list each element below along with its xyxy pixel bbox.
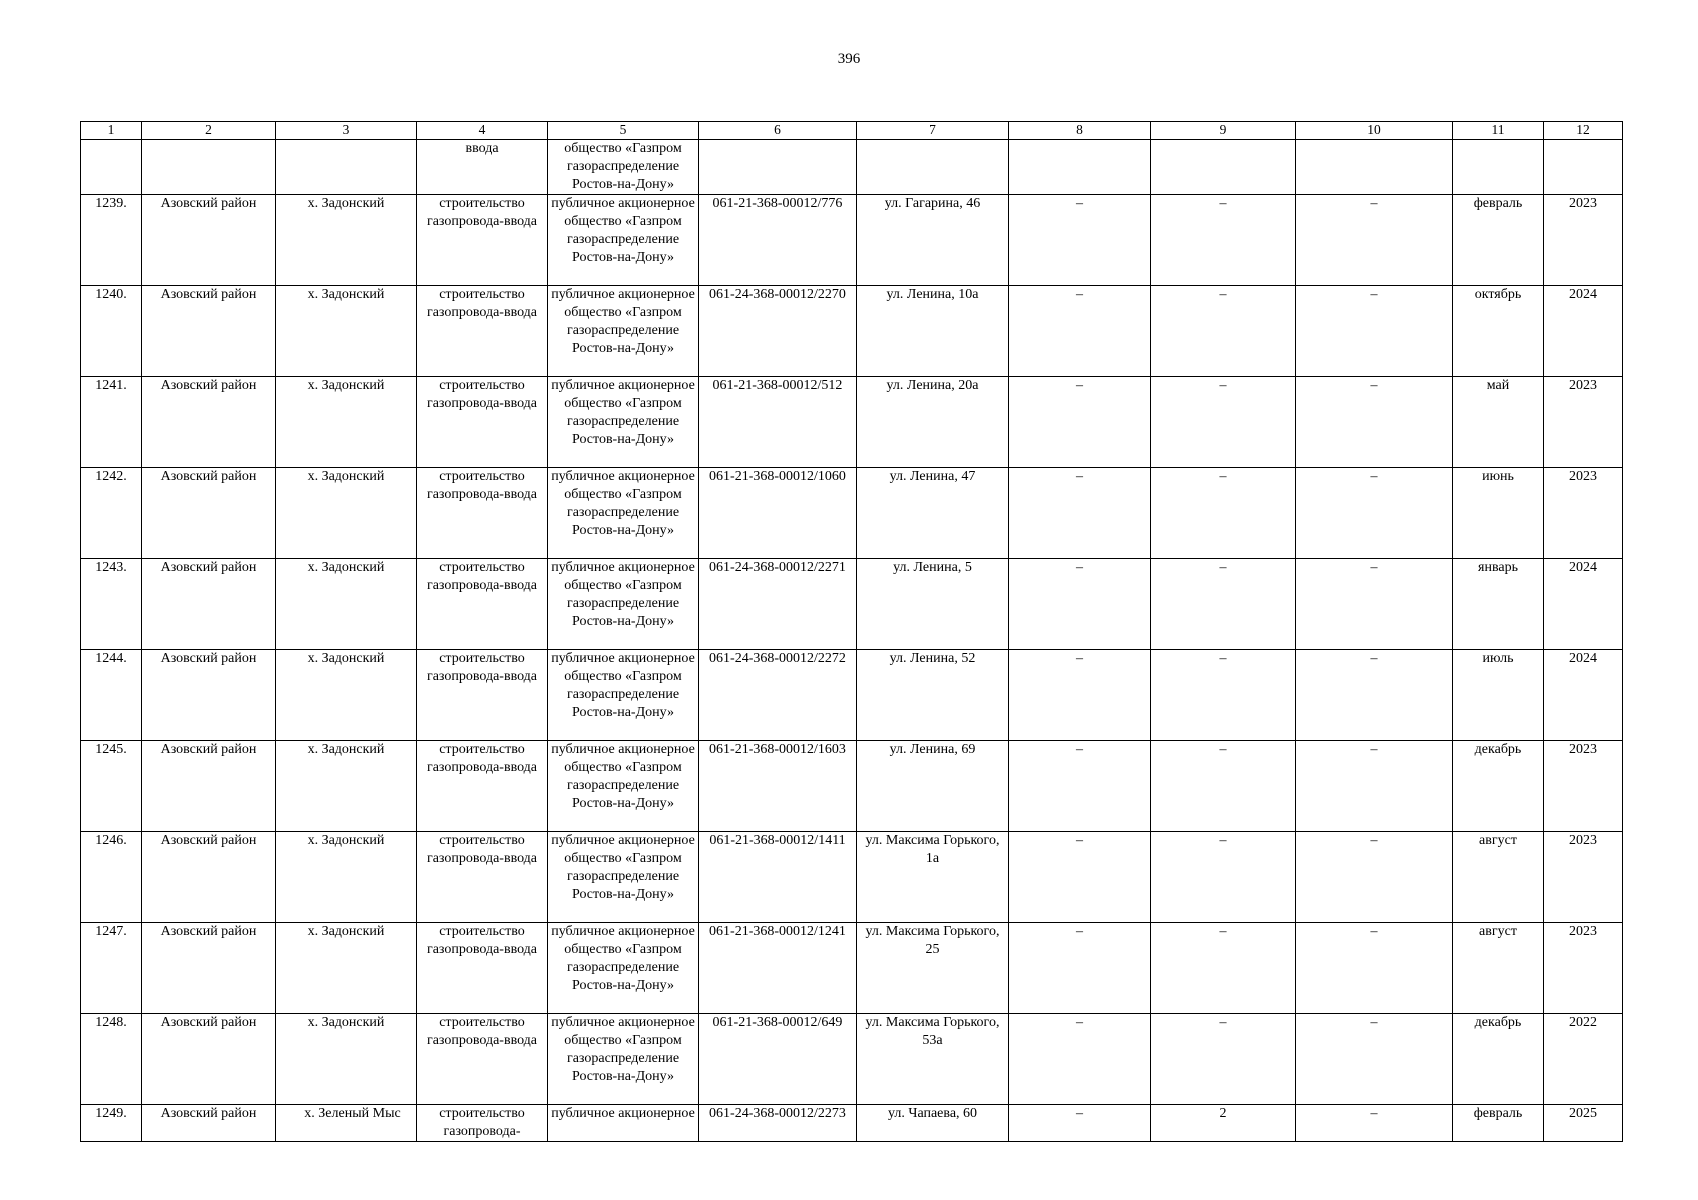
year-cell: 2024 bbox=[1544, 559, 1623, 650]
month-cell: август bbox=[1453, 832, 1544, 923]
code-cell: 061-21-368-00012/1411 bbox=[699, 832, 857, 923]
locality-cell: х. Задонский bbox=[276, 195, 417, 286]
year-cell: 2023 bbox=[1544, 468, 1623, 559]
column-header: 2 bbox=[142, 122, 276, 140]
year-cell: 2023 bbox=[1544, 377, 1623, 468]
district-cell: Азовский район bbox=[142, 832, 276, 923]
year-cell: 2024 bbox=[1544, 286, 1623, 377]
column-8-cell: – bbox=[1009, 559, 1151, 650]
table-row bbox=[81, 377, 1623, 468]
locality-cell: х. Задонский bbox=[276, 468, 417, 559]
year-cell: 2023 bbox=[1544, 195, 1623, 286]
column-9-cell: – bbox=[1151, 923, 1296, 1014]
address-cell: ул. Максима Горького, 1а bbox=[857, 832, 1009, 923]
data-table bbox=[80, 121, 1623, 1142]
column-10-cell: – bbox=[1296, 286, 1453, 377]
district-cell: Азовский район bbox=[142, 559, 276, 650]
table-cell bbox=[1296, 140, 1453, 195]
column-8-cell: – bbox=[1009, 468, 1151, 559]
column-8-cell: – bbox=[1009, 1105, 1151, 1142]
table-cell bbox=[699, 140, 857, 195]
locality-cell: х. Задонский bbox=[276, 650, 417, 741]
month-cell: январь bbox=[1453, 559, 1544, 650]
table-cell bbox=[1544, 140, 1623, 195]
locality-cell: х. Задонский bbox=[276, 286, 417, 377]
month-cell: май bbox=[1453, 377, 1544, 468]
column-header: 7 bbox=[857, 122, 1009, 140]
year-cell: 2022 bbox=[1544, 1014, 1623, 1105]
address-cell: ул. Ленина, 10а bbox=[857, 286, 1009, 377]
district-cell: Азовский район bbox=[142, 741, 276, 832]
table-cell bbox=[1151, 140, 1296, 195]
table-row bbox=[81, 195, 1623, 286]
address-cell: ул. Ленина, 47 bbox=[857, 468, 1009, 559]
district-cell: Азовский район bbox=[142, 1105, 276, 1142]
table-cell bbox=[276, 140, 417, 195]
row-number-cell: 1241. bbox=[81, 377, 142, 468]
header-row bbox=[81, 122, 1623, 140]
organization-cell: публичное акционерное общество «Газпром газораспределение Ростов-на-Дону» bbox=[548, 923, 699, 1014]
locality-cell: х. Задонский bbox=[276, 377, 417, 468]
address-cell: ул. Чапаева, 60 bbox=[857, 1105, 1009, 1142]
work-type-cell: ввода bbox=[417, 140, 548, 195]
locality-cell: х. Задонский bbox=[276, 923, 417, 1014]
code-cell: 061-21-368-00012/1060 bbox=[699, 468, 857, 559]
address-cell: ул. Ленина, 5 bbox=[857, 559, 1009, 650]
column-header: 9 bbox=[1151, 122, 1296, 140]
table-cell bbox=[1453, 140, 1544, 195]
column-header: 12 bbox=[1544, 122, 1623, 140]
page-number: 396 bbox=[837, 51, 861, 67]
year-cell: 2023 bbox=[1544, 741, 1623, 832]
address-cell: ул. Ленина, 52 bbox=[857, 650, 1009, 741]
code-cell: 061-21-368-00012/512 bbox=[699, 377, 857, 468]
district-cell: Азовский район bbox=[142, 377, 276, 468]
code-cell: 061-24-368-00012/2273 bbox=[699, 1105, 857, 1142]
work-type-cell: строительство газопровода-ввода bbox=[417, 1014, 548, 1105]
column-header: 3 bbox=[276, 122, 417, 140]
column-10-cell: – bbox=[1296, 741, 1453, 832]
work-type-cell: строительство газопровода-ввода bbox=[417, 468, 548, 559]
column-9-cell: 2 bbox=[1151, 1105, 1296, 1142]
code-cell: 061-21-368-00012/1603 bbox=[699, 741, 857, 832]
row-number-cell: 1249. bbox=[81, 1105, 142, 1142]
column-9-cell: – bbox=[1151, 832, 1296, 923]
table-cell bbox=[1009, 140, 1151, 195]
table-row bbox=[81, 286, 1623, 377]
row-number-cell: 1243. bbox=[81, 559, 142, 650]
table-cell bbox=[81, 140, 142, 195]
column-10-cell: – bbox=[1296, 923, 1453, 1014]
work-type-cell: строительство газопровода-ввода bbox=[417, 923, 548, 1014]
year-cell: 2023 bbox=[1544, 832, 1623, 923]
table-row bbox=[81, 559, 1623, 650]
month-cell: июль bbox=[1453, 650, 1544, 741]
organization-cell: публичное акционерное общество «Газпром газораспределение Ростов-на-Дону» bbox=[548, 832, 699, 923]
code-cell: 061-24-368-00012/2271 bbox=[699, 559, 857, 650]
organization-cell: общество «Газпром газораспределение Ростов-на-Дону» bbox=[548, 140, 699, 195]
column-10-cell: – bbox=[1296, 1014, 1453, 1105]
organization-cell: публичное акционерное общество «Газпром газораспределение Ростов-на-Дону» bbox=[548, 1014, 699, 1105]
column-8-cell: – bbox=[1009, 377, 1151, 468]
column-8-cell: – bbox=[1009, 832, 1151, 923]
organization-cell: публичное акционерное общество «Газпром газораспределение Ростов-на-Дону» bbox=[548, 468, 699, 559]
code-cell: 061-21-368-00012/649 bbox=[699, 1014, 857, 1105]
column-header: 11 bbox=[1453, 122, 1544, 140]
locality-cell: х. Задонский bbox=[276, 559, 417, 650]
table-row bbox=[81, 1105, 1623, 1142]
organization-cell: публичное акционерное общество «Газпром газораспределение Ростов-на-Дону» bbox=[548, 559, 699, 650]
column-9-cell: – bbox=[1151, 650, 1296, 741]
district-cell: Азовский район bbox=[142, 650, 276, 741]
table-row bbox=[81, 923, 1623, 1014]
work-type-cell: строительство газопровода-ввода bbox=[417, 650, 548, 741]
column-9-cell: – bbox=[1151, 1014, 1296, 1105]
code-cell: 061-24-368-00012/2272 bbox=[699, 650, 857, 741]
column-9-cell: – bbox=[1151, 741, 1296, 832]
work-type-cell: строительство газопровода-ввода bbox=[417, 832, 548, 923]
column-8-cell: – bbox=[1009, 286, 1151, 377]
month-cell: август bbox=[1453, 923, 1544, 1014]
work-type-cell: строительство газопровода-ввода bbox=[417, 377, 548, 468]
row-number-cell: 1248. bbox=[81, 1014, 142, 1105]
row-number-cell: 1247. bbox=[81, 923, 142, 1014]
column-9-cell: – bbox=[1151, 468, 1296, 559]
column-10-cell: – bbox=[1296, 650, 1453, 741]
column-header: 8 bbox=[1009, 122, 1151, 140]
year-cell: 2023 bbox=[1544, 923, 1623, 1014]
address-cell: ул. Ленина, 20а bbox=[857, 377, 1009, 468]
table-row bbox=[81, 832, 1623, 923]
code-cell: 061-21-368-00012/776 bbox=[699, 195, 857, 286]
row-number-cell: 1240. bbox=[81, 286, 142, 377]
address-cell: ул. Максима Горького, 53а bbox=[857, 1014, 1009, 1105]
table-row bbox=[81, 650, 1623, 741]
column-8-cell: – bbox=[1009, 1014, 1151, 1105]
table-cell bbox=[142, 140, 276, 195]
locality-cell: х. Задонский bbox=[276, 741, 417, 832]
column-9-cell: – bbox=[1151, 377, 1296, 468]
district-cell: Азовский район bbox=[142, 468, 276, 559]
column-10-cell: – bbox=[1296, 195, 1453, 286]
month-cell: февраль bbox=[1453, 195, 1544, 286]
work-type-cell: строительство газопровода-ввода bbox=[417, 286, 548, 377]
column-header: 4 bbox=[417, 122, 548, 140]
month-cell: октябрь bbox=[1453, 286, 1544, 377]
column-10-cell: – bbox=[1296, 377, 1453, 468]
district-cell: Азовский район bbox=[142, 923, 276, 1014]
organization-cell: публичное акционерное общество «Газпром газораспределение Ростов-на-Дону» bbox=[548, 195, 699, 286]
organization-cell: публичное акционерное общество «Газпром газораспределение Ростов-на-Дону» bbox=[548, 286, 699, 377]
locality-cell: х. Задонский bbox=[276, 832, 417, 923]
month-cell: декабрь bbox=[1453, 1014, 1544, 1105]
locality-cell: х. Зеленый Мыс bbox=[276, 1105, 417, 1142]
organization-cell: публичное акционерное общество «Газпром газораспределение Ростов-на-Дону» bbox=[548, 650, 699, 741]
table-row bbox=[81, 468, 1623, 559]
month-cell: июнь bbox=[1453, 468, 1544, 559]
column-9-cell: – bbox=[1151, 559, 1296, 650]
column-10-cell: – bbox=[1296, 832, 1453, 923]
column-header: 6 bbox=[699, 122, 857, 140]
year-cell: 2024 bbox=[1544, 650, 1623, 741]
column-9-cell: – bbox=[1151, 286, 1296, 377]
row-number-cell: 1239. bbox=[81, 195, 142, 286]
address-cell: ул. Максима Горького, 25 bbox=[857, 923, 1009, 1014]
row-number-cell: 1245. bbox=[81, 741, 142, 832]
column-10-cell: – bbox=[1296, 468, 1453, 559]
organization-cell: публичное акционерное общество «Газпром газораспределение Ростов-на-Дону» bbox=[548, 377, 699, 468]
district-cell: Азовский район bbox=[142, 1014, 276, 1105]
column-8-cell: – bbox=[1009, 923, 1151, 1014]
table-cell bbox=[857, 140, 1009, 195]
continuation-row bbox=[81, 140, 1623, 195]
column-8-cell: – bbox=[1009, 195, 1151, 286]
row-number-cell: 1246. bbox=[81, 832, 142, 923]
organization-cell: публичное акционерное bbox=[548, 1105, 699, 1142]
column-10-cell: – bbox=[1296, 1105, 1453, 1142]
column-header: 5 bbox=[548, 122, 699, 140]
work-type-cell: строительство газопровода- bbox=[417, 1105, 548, 1142]
row-number-cell: 1244. bbox=[81, 650, 142, 741]
code-cell: 061-21-368-00012/1241 bbox=[699, 923, 857, 1014]
work-type-cell: строительство газопровода-ввода bbox=[417, 741, 548, 832]
column-8-cell: – bbox=[1009, 650, 1151, 741]
column-header: 1 bbox=[81, 122, 142, 140]
column-header: 10 bbox=[1296, 122, 1453, 140]
work-type-cell: строительство газопровода-ввода bbox=[417, 559, 548, 650]
table-row bbox=[81, 1014, 1623, 1105]
code-cell: 061-24-368-00012/2270 bbox=[699, 286, 857, 377]
month-cell: декабрь bbox=[1453, 741, 1544, 832]
organization-cell: публичное акционерное общество «Газпром газораспределение Ростов-на-Дону» bbox=[548, 741, 699, 832]
district-cell: Азовский район bbox=[142, 286, 276, 377]
work-type-cell: строительство газопровода-ввода bbox=[417, 195, 548, 286]
table-row bbox=[81, 741, 1623, 832]
column-9-cell: – bbox=[1151, 195, 1296, 286]
row-number-cell: 1242. bbox=[81, 468, 142, 559]
locality-cell: х. Задонский bbox=[276, 1014, 417, 1105]
year-cell: 2025 bbox=[1544, 1105, 1623, 1142]
address-cell: ул. Ленина, 69 bbox=[857, 741, 1009, 832]
address-cell: ул. Гагарина, 46 bbox=[857, 195, 1009, 286]
column-10-cell: – bbox=[1296, 559, 1453, 650]
month-cell: февраль bbox=[1453, 1105, 1544, 1142]
column-8-cell: – bbox=[1009, 741, 1151, 832]
district-cell: Азовский район bbox=[142, 195, 276, 286]
